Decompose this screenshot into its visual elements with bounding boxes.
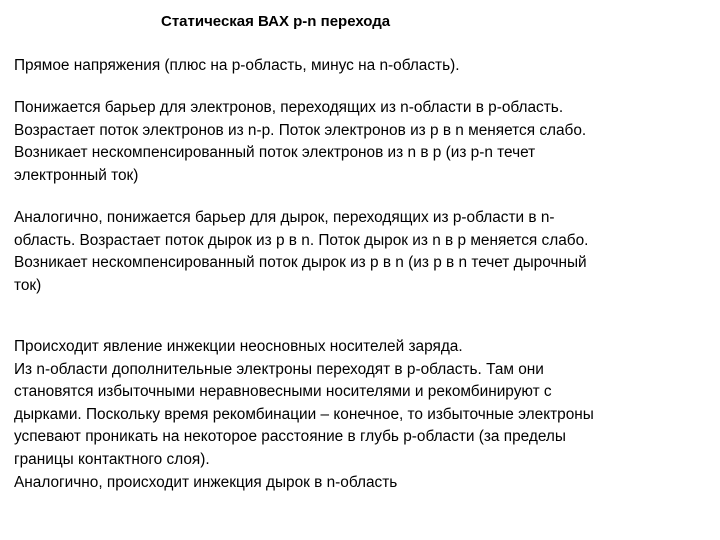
page-title: Статическая ВАХ p-n перехода — [161, 13, 391, 30]
text-line: Понижается барьер для электронов, переходящих из n-области в p-область. — [14, 99, 564, 116]
text-line: ток) — [14, 276, 42, 294]
text-line: успевают проникать на некоторое расстояние в глубь p-области (за пределы — [14, 428, 566, 446]
text-line: Прямое напряжения (плюс на p-область, минус на n-область). — [14, 57, 460, 74]
text-line: область. Возрастает поток дырок из p в n. Поток дырок из n в p меняется слабо. — [14, 231, 589, 249]
paragraph-hole-barrier — [14, 207, 714, 297]
text-line: Возникает нескомпенсированный поток дырок из p в n (из p в n течет дырочный — [14, 254, 587, 272]
text-line: электронный ток) — [14, 166, 139, 184]
paragraph-injection — [14, 336, 714, 494]
text-line: Аналогично, происходит инжекция дырок в n-область — [14, 473, 398, 491]
paragraph-forward-voltage — [14, 55, 714, 78]
paragraph-electron-barrier — [14, 97, 714, 187]
text-line: Возникает нескомпенсированный поток электронов из n в p (из p-n течет — [14, 144, 536, 162]
text-line: дырками. Поскольку время рекомбинации – конечное, то избыточные электроны — [14, 405, 594, 423]
text-line: Аналогично, понижается барьер для дырок, переходящих из p-области в n- — [14, 209, 555, 226]
text-line: границы контактного слоя). — [14, 450, 210, 468]
text-line: становятся избыточными неравновесными носителями и рекомбинируют с — [14, 383, 552, 401]
text-line: Возрастает поток электронов из n-p. Поток электронов из p в n меняется слабо. — [14, 121, 587, 139]
text-line: Из n-области дополнительные электроны переходят в p-область. Там они — [14, 360, 544, 378]
text-line: Происходит явление инжекции неосновных носителей заряда. — [14, 338, 463, 355]
